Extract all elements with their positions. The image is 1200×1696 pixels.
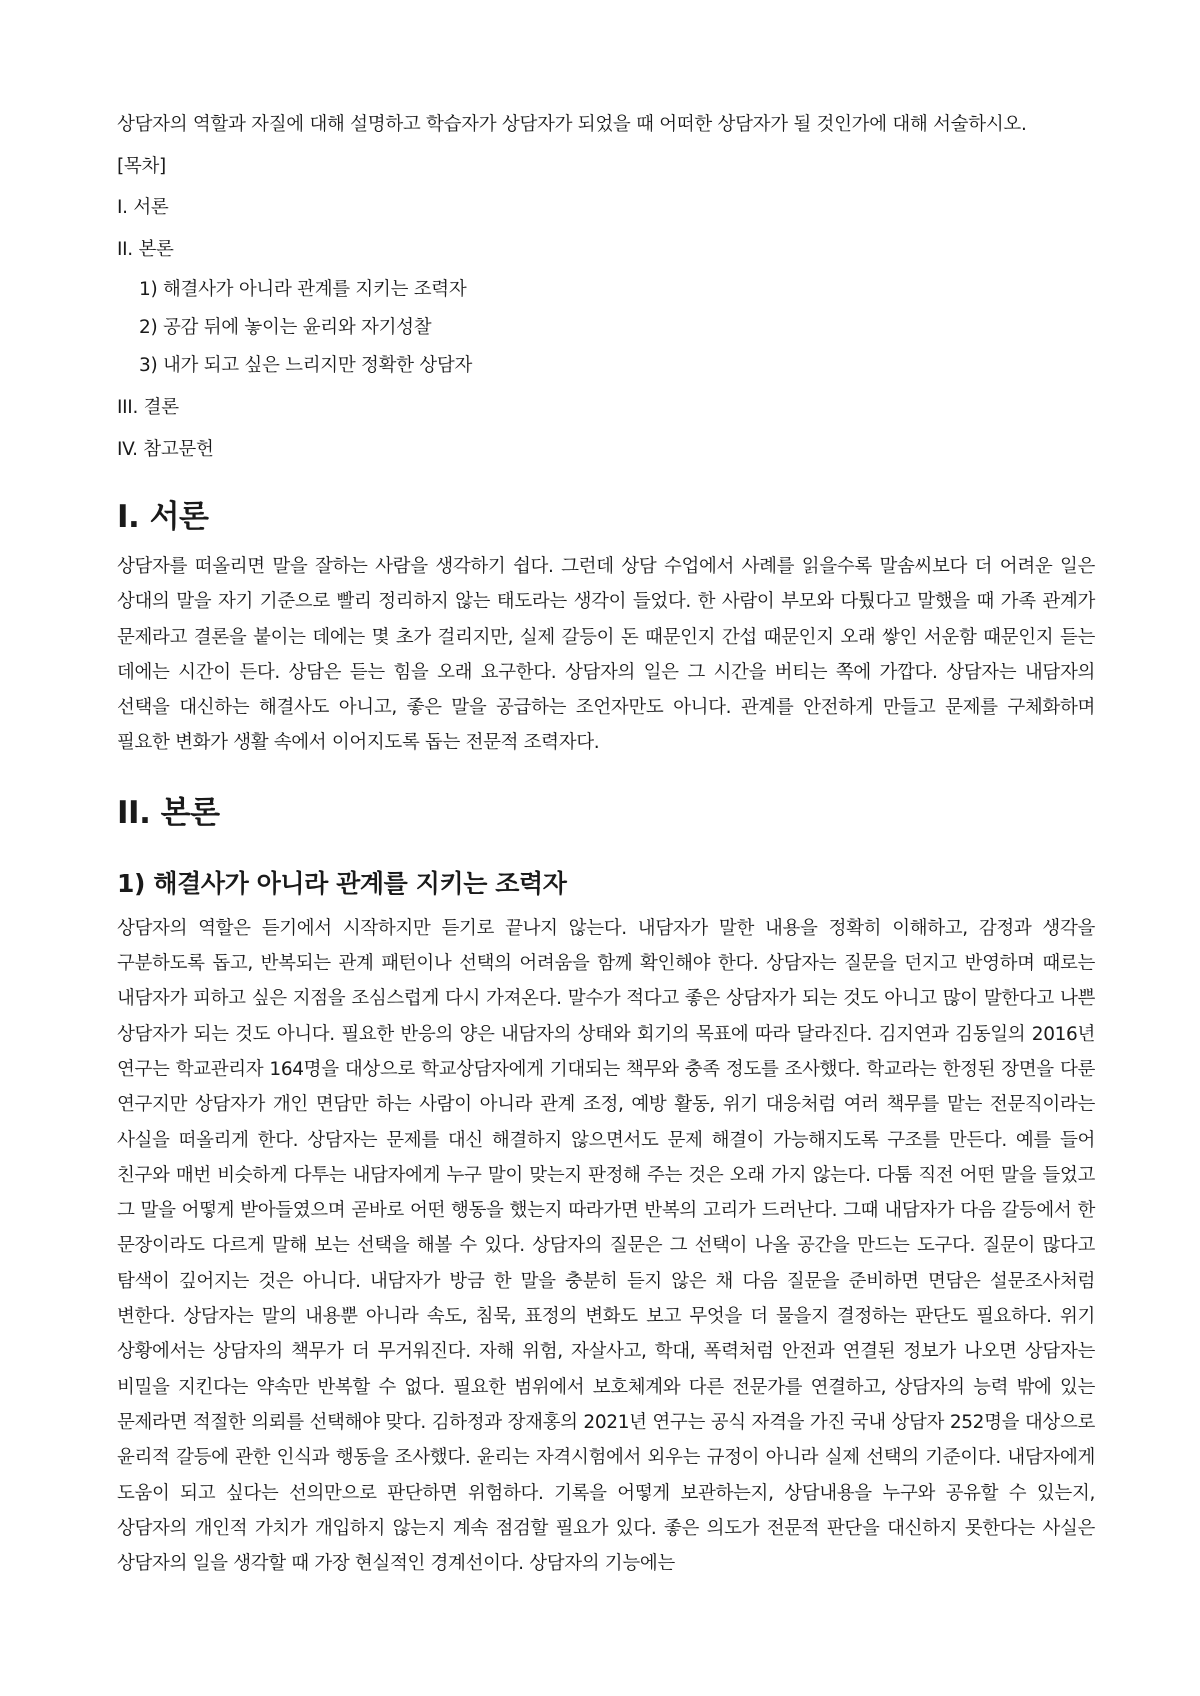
toc-item-body: II. 본론 (117, 239, 174, 260)
document-page (117, 110, 1095, 1581)
intro-paragraph: 상담자를 떠올리면 말을 잘하는 사람을 생각하기 쉽다. 그런데 상담 수업에서 사례를 읽을수록 말솜씨보다 더 어려운 일은 상대의 말을 자기 기준으로 빨리 정리하지 않는 태도라는 생각이 들었다. 한 사람이 부모와 다퉜다고 말했을 때 가족 관계가 문제라고 결론을 붙이는 데에는 몇 초가 걸리지만, 실제 갈등이 돈 때문인지 간섭 때문인지 오래 쌓인 서운함 때문인지 듣는 데에는 시간이 든다. 상담은 듣는 힘을 오래 요구한다. 상담자의 일은 그 시간을 버티는 쪽에 가깝다. 상담자는 내담자의 선택을 대신하는 해결사도 아니고, 좋은 말을 공급하는 조언자만도 아니다. 관계를 안전하게 만들고 문제를 구체화하며 필요한 변화가 생활 속에서 이어지도록 돕는 전문적 조력자다. (117, 556, 1095, 754)
toc-item-body-2: 2) 공감 뒤에 놓이는 윤리와 자기성찰 (139, 317, 432, 338)
body-sub1-paragraph: 상담자의 역할은 듣기에서 시작하지만 듣기로 끝나지 않는다. 내담자가 말한 내용을 정확히 이해하고, 감정과 생각을 구분하도록 돕고, 반복되는 관계 패턴이나 선택의 어려움을 함께 확인해야 한다. 상담자는 질문을 던지고 반영하며 때로는 내담자가 피하고 싶은 지점을 조심스럽게 다시 가져온다. 말수가 적다고 좋은 상담자가 되는 것도 아니고 많이 말한다고 나쁜 상담자가 되는 것도 아니다. 필요한 반응의 양은 내담자의 상태와 회기의 목표에 따라 달라진다. 김지연과 김동일의 2016년 연구는 학교관리자 164명을 대상으로 학교상담자에게 기대되는 책무와 충족 정도를 조사했다. 학교라는 한정된 장면을 다룬 연구지만 상담자가 개인 면담만 하는 사람이 아니라 관계 조정, 예방 활동, 위기 대응처럼 여러 책무를 맡는 전문직이라는 사실을 떠올리게 한다. 상담자는 문제를 대신 해결하지 않으면서도 문제 해결이 가능해지도록 구조를 만든다. 예를 들어 친구와 매번 비슷하게 다투는 내담자에게 누구 말이 맞는지 판정해 주는 것은 오래 가지 않는다. 다툼 직전 어떤 말을 들었고 그 말을 어떻게 받아들였으며 곧바로 어떤 행동을 했는지 따라가면 반복의 고리가 드러난다. 그때 내담자가 다음 갈등에서 한 문장이라도 다르게 말해 보는 선택을 해볼 수 있다. 상담자의 질문은 그 선택이 나올 공간을 만드는 도구다. 질문이 많다고 탐색이 깊어지는 것은 아니다. 내담자가 방금 한 말을 충분히 듣지 않은 채 다음 질문을 준비하면 면담은 설문조사처럼 변한다. 상담자는 말의 내용뿐 아니라 속도, 침묵, 표정의 변화도 보고 무엇을 더 물을지 결정하는 판단도 필요하다. 위기 상황에서는 상담자의 책무가 더 무거워진다. 자해 위험, 자살사고, 학대, 폭력처럼 안전과 연결된 정보가 나오면 상담자는 비밀을 지킨다는 약속만 반복할 수 없다. 필요한 범위에서 보호체계와 다른 전문가를 연결하고, 상담자의 능력 밖에 있는 문제라면 적절한 의뢰를 선택해야 맞다. 김하정과 장재홍의 2021년 연구는 공식 자격을 가진 국내 상담자 252명을 대상으로 윤리적 갈등에 관한 인식과 행동을 조사했다. 윤리는 자격시험에서 외우는 규정이 아니라 실제 선택의 기준이다. 내담자에게 도움이 되고 싶다는 선의만으로 판단하면 위험하다. 기록을 어떻게 보관하는지, 상담내용을 누구와 공유할 수 있는지, 상담자의 개인적 가치가 개입하지 않는지 계속 점검할 필요가 있다. 좋은 의도가 전문적 판단을 대신하지 못한다는 사실은 상담자의 일을 생각할 때 가장 현실적인 경계선이다. 상담자의 기능에는 (117, 917, 1095, 1575)
toc-label: [목차] (117, 156, 166, 177)
table-of-contents (117, 193, 1095, 465)
toc-item-body-3: 3) 내가 되고 싶은 느리지만 정확한 상담자 (139, 355, 473, 376)
assignment-prompt: 상담자의 역할과 자질에 대해 설명하고 학습자가 상담자가 되었을 때 어떠한 상담자가 될 것인가에 대해 서술하시오. (117, 114, 1027, 135)
intro-heading: I. 서론 (117, 499, 209, 535)
body-sub1-heading: 1) 해결사가 아니라 관계를 지키는 조력자 (117, 868, 567, 898)
toc-item-intro: I. 서론 (117, 197, 169, 218)
body-heading: II. 본론 (117, 794, 220, 831)
toc-item-body-1: 1) 해결사가 아니라 관계를 지키는 조력자 (139, 279, 467, 300)
toc-item-conclusion: III. 결론 (117, 397, 179, 418)
toc-item-references: IV. 참고문헌 (117, 439, 214, 460)
